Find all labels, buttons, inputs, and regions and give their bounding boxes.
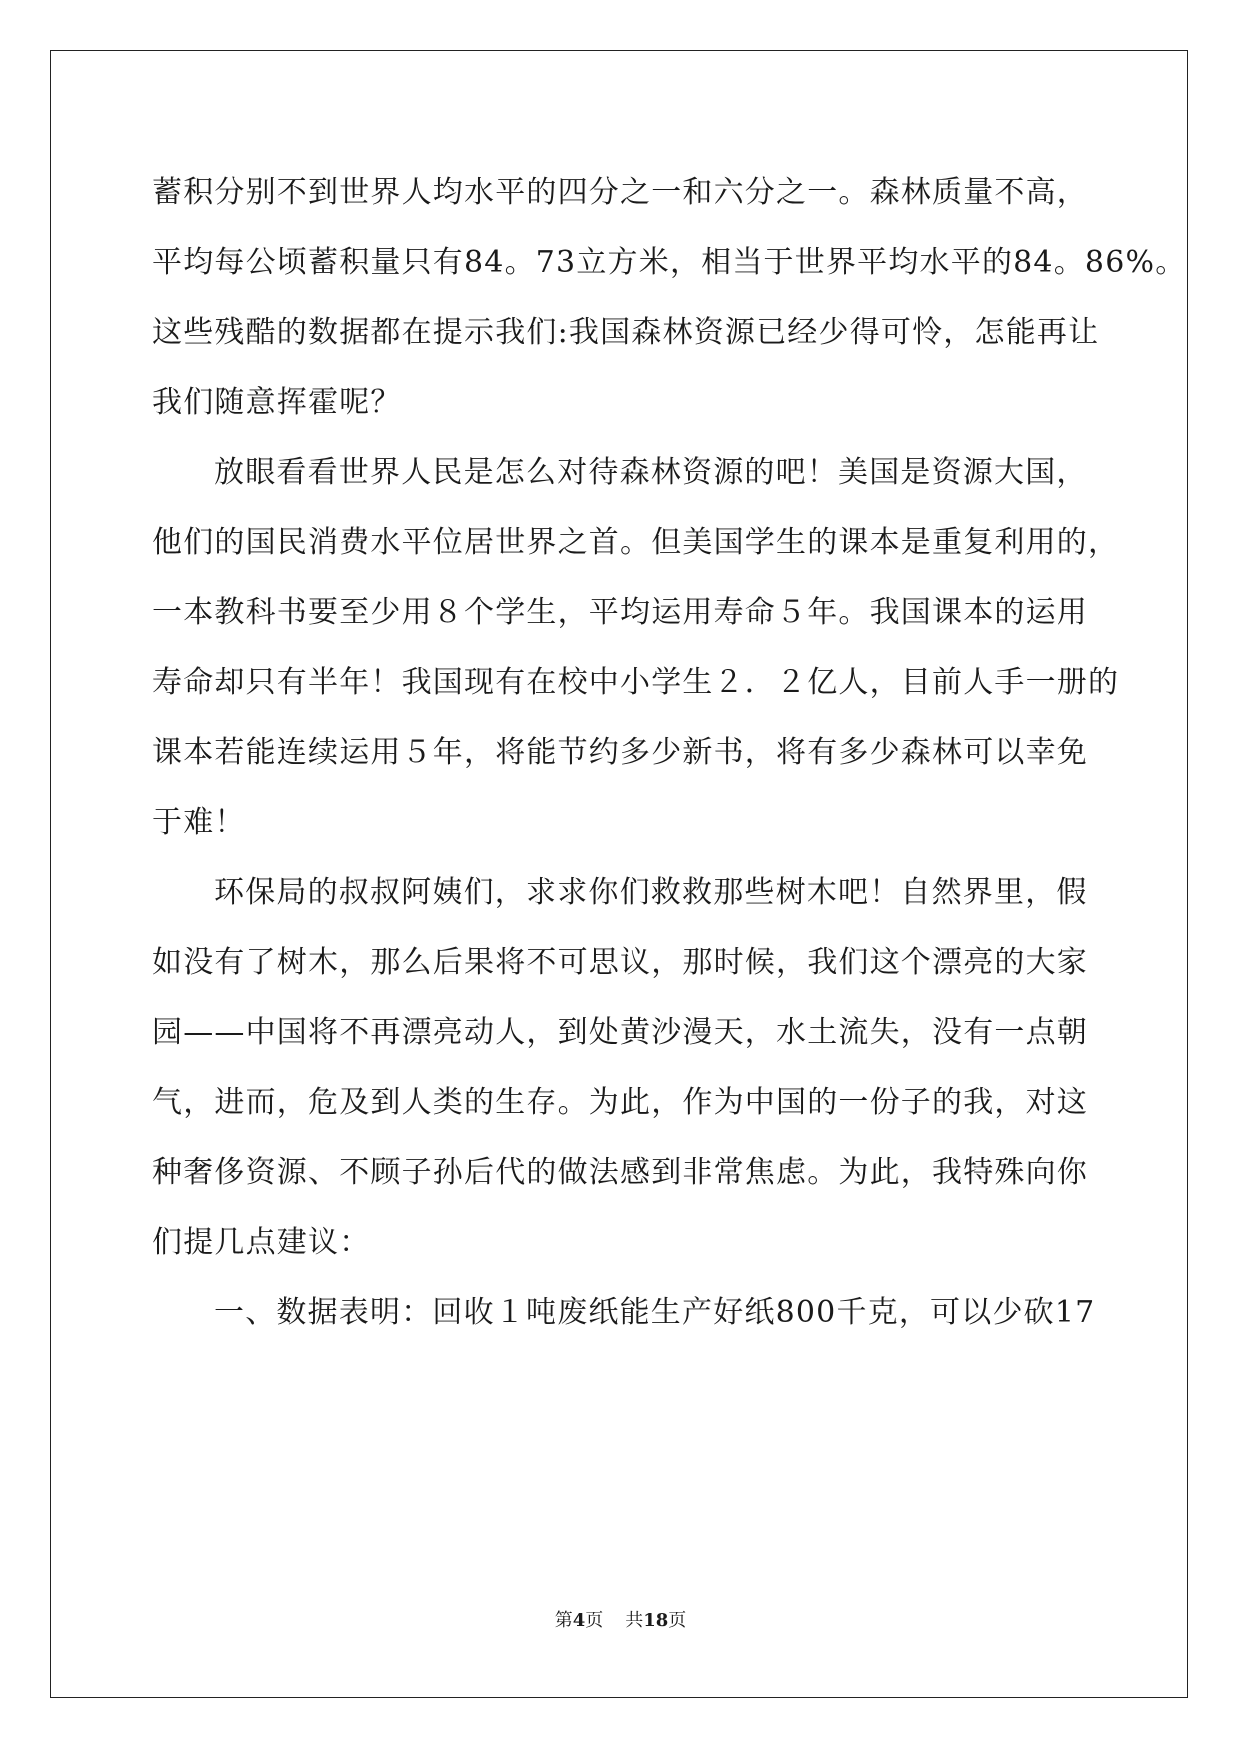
- paragraph-start-line: 环保局的叔叔阿姨们，求求你们救救那些树木吧！自然界里，假: [214, 875, 1088, 910]
- text-line: 课本若能连续运用５年，将能节约多少新书，将有多少森林可以幸免: [152, 735, 1088, 770]
- footer-page-unit: 页: [585, 1610, 604, 1631]
- text-line: 一本教科书要至少用８个学生，平均运用寿命５年。我国课本的运用: [152, 595, 1088, 630]
- text-line: 园——中国将不再漂亮动人，到处黄沙漫天，水土流失，没有一点朝: [152, 1015, 1088, 1050]
- page-footer: [0, 1610, 1241, 1632]
- current-page-number: 4: [572, 1610, 586, 1631]
- total-pages-number: 18: [643, 1610, 669, 1631]
- footer-total-unit: 页: [668, 1610, 687, 1631]
- text-line: 这些残酷的数据都在提示我们:我国森林资源已经少得可怜，怎能再让: [152, 315, 1100, 350]
- text-line: 我们随意挥霍呢？: [152, 385, 402, 420]
- text-line: 于难！: [152, 805, 246, 840]
- document-body: [152, 158, 1187, 1348]
- text-line: 如没有了树木，那么后果将不可思议，那时候，我们这个漂亮的大家: [152, 945, 1088, 980]
- paragraph-start-line: 放眼看看世界人民是怎么对待森林资源的吧！美国是资源大国，: [214, 455, 1088, 490]
- text-line: 们提几点建议：: [152, 1225, 371, 1260]
- text-line: 气，进而，危及到人类的生存。为此，作为中国的一份子的我，对这: [152, 1085, 1088, 1120]
- footer-total-prefix: 共: [625, 1610, 644, 1631]
- text-line: 他们的国民消费水平位居世界之首。但美国学生的课本是重复利用的，: [152, 525, 1120, 560]
- footer-prefix: 第: [554, 1610, 573, 1631]
- text-line: 寿命却只有半年！我国现有在校中小学生２．２亿人，目前人手一册的: [152, 665, 1120, 700]
- paragraph-start-line: 一、数据表明：回收１吨废纸能生产好纸800千克，可以少砍17: [214, 1295, 1096, 1330]
- text-line: 种奢侈资源、不顾子孙后代的做法感到非常焦虑。为此，我特殊向你: [152, 1155, 1088, 1190]
- text-line: 平均每公顷蓄积量只有84。73立方米，相当于世界平均水平的84。86%。: [152, 245, 1187, 280]
- text-line: 蓄积分别不到世界人均水平的四分之一和六分之一。森林质量不高，: [152, 175, 1088, 210]
